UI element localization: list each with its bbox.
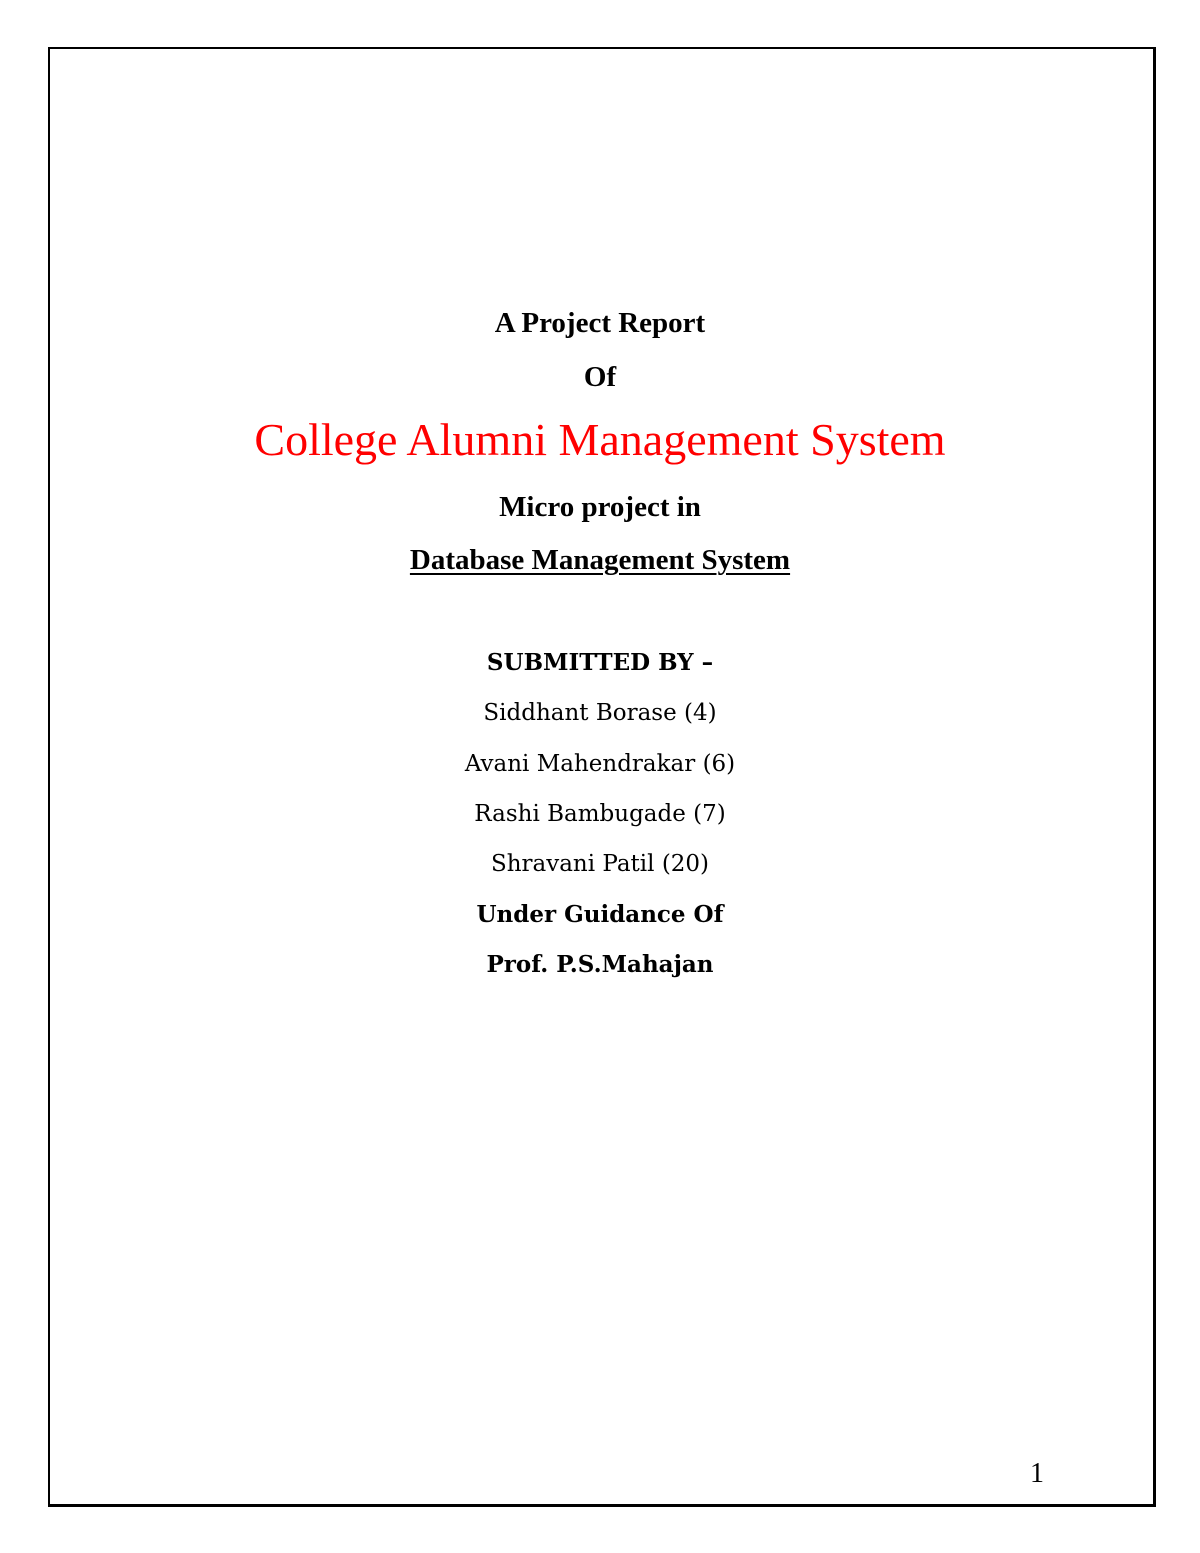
micro-project-label: Micro project in (499, 491, 701, 523)
guidance-label: Under Guidance Of (476, 901, 724, 928)
report-heading: A Project Report (494, 307, 706, 339)
submitted-by-label: SUBMITTED BY – (486, 649, 714, 676)
guide-name: Prof. P.S.Mahajan (486, 951, 714, 978)
member-name: Shravani Patil (20) (490, 851, 710, 877)
of-label: Of (583, 361, 617, 393)
subject-title: Database Management System (409, 544, 791, 576)
page-border (48, 47, 1156, 1507)
member-name: Avani Mahendrakar (6) (464, 751, 736, 777)
member-name: Rashi Bambugade (7) (474, 801, 726, 827)
member-name: Siddhant Borase (4) (483, 700, 717, 726)
page-number: 1 (1030, 1458, 1044, 1489)
project-title: College Alumni Management System (254, 414, 946, 465)
